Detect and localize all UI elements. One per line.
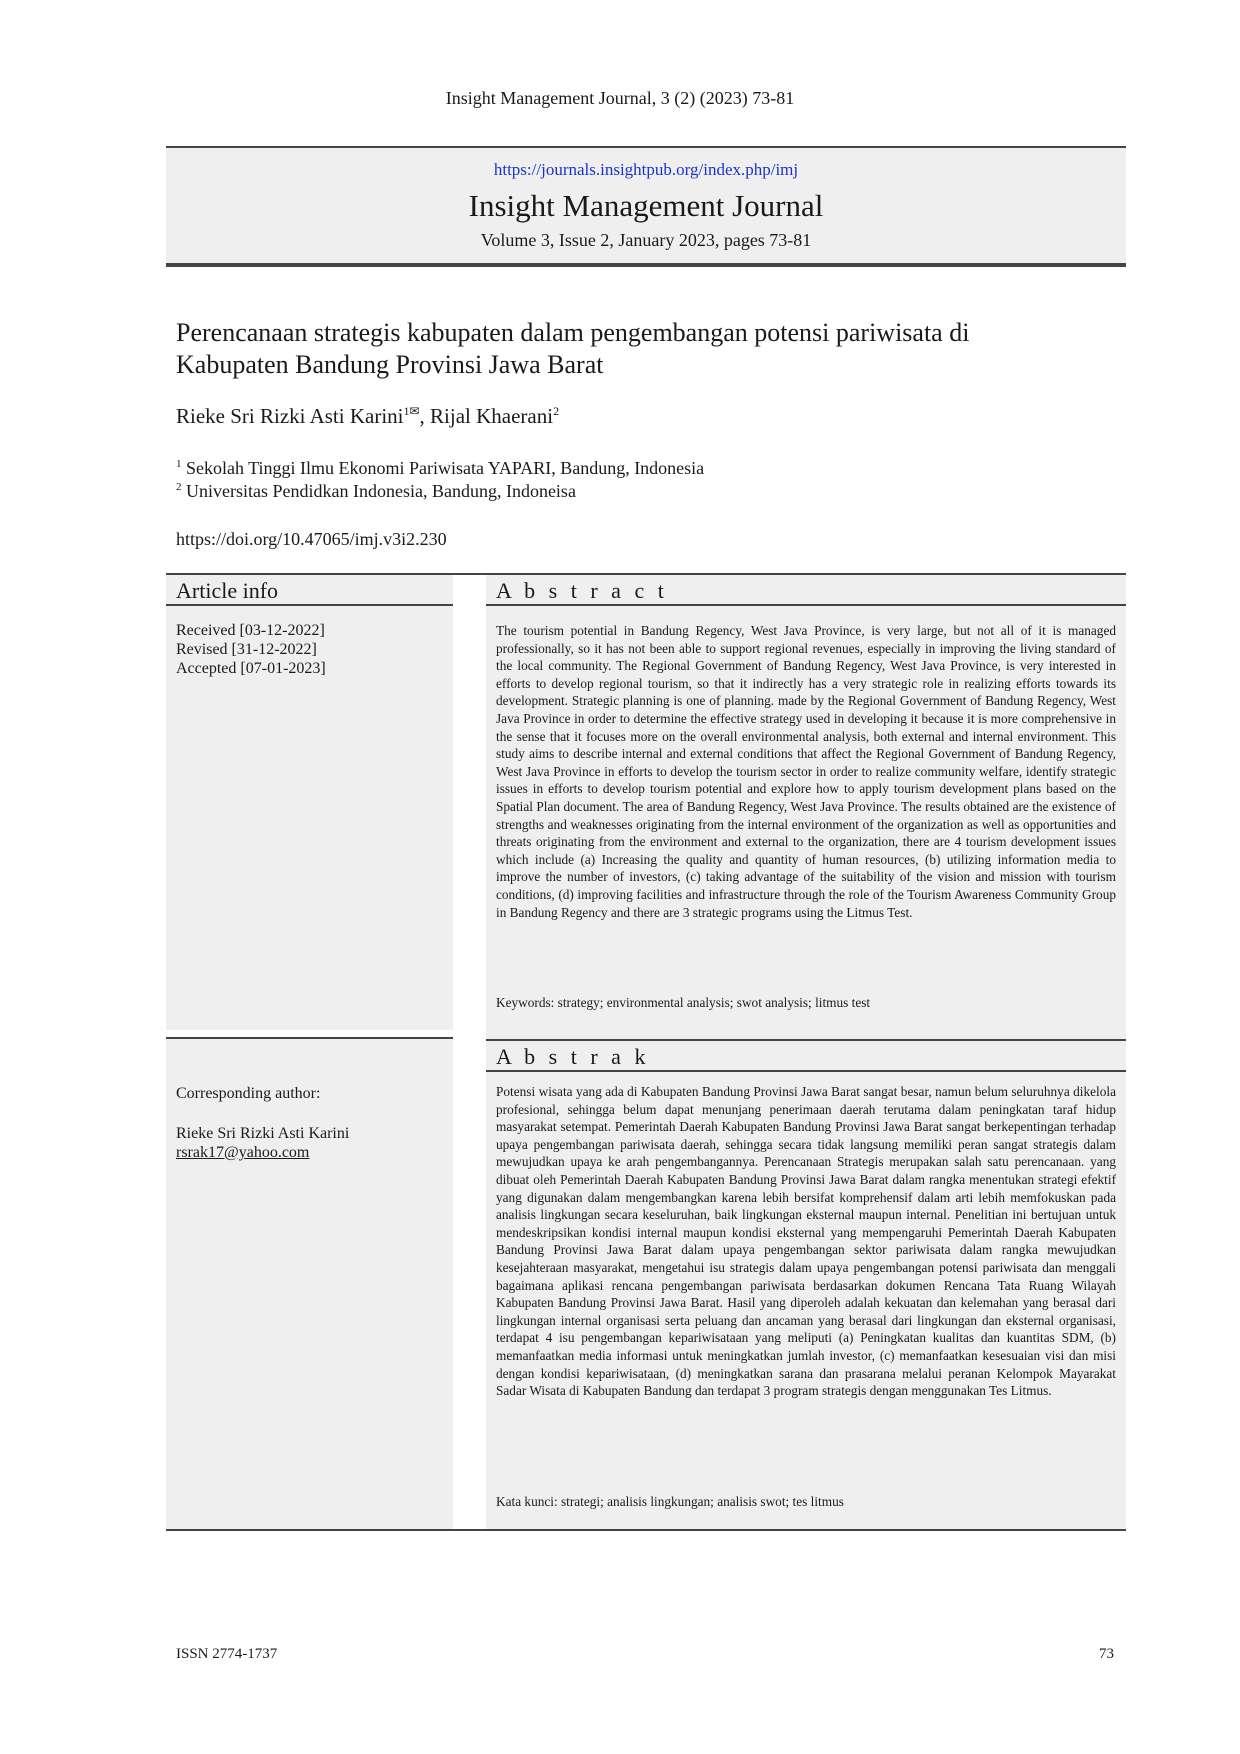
affiliation-1 [176,458,704,479]
author-1-affil-mark: 1 [403,404,410,418]
revised-date: Revised [31-12-2022] [176,641,317,658]
corresponding-author-email-link[interactable]: rsrak17@yahoo.com [176,1144,310,1161]
kata-kunci: Kata kunci: strategi; analisis lingkungan; analisis swot; tes litmus [496,1494,844,1509]
author-line [176,404,559,429]
article-info-heading: Article info [176,578,279,603]
author-2: Rijal Khaerani [430,404,554,428]
affiliation-2 [176,481,576,502]
corresponding-author-block [176,1124,349,1162]
article-dates [176,621,326,678]
abstrak-heading-rule [486,1070,1126,1072]
journal-volume-line: Volume 3, Issue 2, January 2023, pages 73-81 [480,230,812,250]
author-2-affil-mark: 2 [553,404,560,418]
abstrak-text: Potensi wisata yang ada di Kabupaten Bandung Provinsi Jawa Barat sangat besar, namun belum seluruhnya dikelola profesional, sehingga belum dapat menunjang penerimaan daerah terutama dalam peningkatan taraf hidup masyarakat setempat. Pemerintah Daerah Kabupaten Bandung Provinsi Jawa Barat sangat berkepentingan terhadap upaya pengembangan pariwisata daerah, sehingga secara tidak langsung memiliki peran sangat strategis dalam mewujudkan upaya ke arah pengembangannya. Perencanaan Strategis merupakan salah satu perencanaan. yang dibuat oleh Pemerintah Daerah Kabupaten Bandung Provinsi Jawa Barat dalam rangka menentukan strategi efektif yang digunakan dalam mengembangkan karena lebih bersifat komprehensif dalam arti lebih memfokuskan pada analisis lingkungan secara keseluruhan, baik lingkungan eksternal maupun internal. Penelitian ini bertujuan untuk mendeskripsikan kondisi internal maupun kondisi eksternal yang mempengaruhi Pemerintah Daerah Kabupaten Bandung Provinsi Jawa Barat dalam upaya pengembangan sektor pariwisata dalam rangka mewujudkan kesejahteraan masyarakat, mengetahui isu strategis dalam upaya pengembangan potensi pariwisata dan menggali bagaimana aplikasi rencana pengembangan pariwisata berdasarkan dokumen Rencana Tata Ruang Wilayah Kabupaten Bandung Provinsi Jawa Barat. Hasil yang diperoleh adalah kekuatan dan kelemahan yang berasal dari lingkungan internal organisasi serta peluang dan ancaman yang berasal dari lingkungan dan eksternal organisasi, terdapat 4 isu pengembangan kepariwisataan yang meliputi (a) Peningkatan kualitas dan kuantitas SDM, (b) memanfaatkan media informasi untuk meningkatkan jumlah investor, (c) memanfaatkan kesesuaian visi dan misi dengan kondisi kepariwisataan, (d) meningkatkan sarana dan prasarana melalui peranan Kelompok Mayarakat Sadar Wisata di Kabupaten Bandung dan terdapat 3 program strategis dengan menggunakan Tes Litmus. [496,1084,1116,1399]
affiliation-1-number: 1 [176,458,182,470]
footer-issn: ISSN 2774-1737 [176,1646,278,1662]
keywords: Keywords: strategy; environmental analysis; swot analysis; litmus test [496,995,871,1010]
affiliation-2-number: 2 [176,481,182,493]
corresponding-author-label: Corresponding author: [176,1085,321,1102]
footer-page-number: 73 [1099,1646,1114,1662]
affiliation-1-text: Sekolah Tinggi Ilmu Ekonomi Pariwisata YAPARI, Bandung, Indonesia [186,458,705,478]
abstract-heading: A b s t r a c t [496,578,668,603]
journal-name: Insight Management Journal [468,188,824,223]
abstrak-heading: A b s t r a k [496,1044,650,1069]
corresponding-author-name: Rieke Sri Rizki Asti Karini [176,1125,350,1142]
journal-header-box [166,146,1126,267]
affiliation-2-text: Universitas Pendidkan Indonesia, Bandung, Indoneisa [186,481,576,501]
article-info-heading-rule [166,604,453,606]
abstrak-top-rule [486,1039,1126,1041]
journal-url-link[interactable]: https://journals.insightpub.org/index.php/imj [493,160,799,179]
author-separator: , [419,404,431,428]
info-bottom-rule [166,1529,1126,1531]
accepted-date: Accepted [07-01-2023] [176,660,326,677]
abstract-text: The tourism potential in Bandung Regency, West Java Province, is very large, but not all of it is managed professionally, so it has not been able to support regional revenues, especially in improving the living standard of the local community. The Regional Government of Bandung Regency, West Java Province, is very interested in efforts to develop regional tourism, so that it indirectly has a very strategic role in realizing efforts towards its development. Strategic planning is one of planning. made by the Regional Government of Bandung Regency, West Java Province in order to determine the effective strategy used in developing it because it is more comprehensive in the sense that it focuses more on the overall environmental analysis, both external and internal environment. This study aims to describe internal and external conditions that affect the Regional Government of Bandung Regency, West Java Province in efforts to develop the tourism sector in order to realize community welfare, identify strategic issues in efforts to develop tourism potential and explore how to apply tourism development plans based on the Spatial Plan document. The area of Bandung Regency, West Java Province. The results obtained are the existence of strengths and weaknesses originating from the internal environment of the organization as well as opportunities and threats originating from the environment and external to the organization, there are 4 tourism development issues which include (a) Increasing the quality and quantity of human resources, (b) utilizing information media to improve the number of investors, (c) taking advantage of the suitability of the vision and mission with tourism conditions, (d) improving facilities and infrastructure through the role of the Tourism Awareness Community Group in Bandung Regency and there are 3 strategic programs using the Litmus Test. [496,623,1116,920]
abstract-heading-rule [486,604,1126,606]
corresponding-body-bg [166,1039,453,1529]
author-1: Rieke Sri Rizki Asti Karini [176,404,404,428]
envelope-icon: ✉ [409,404,420,418]
doi-link[interactable]: https://doi.org/10.47065/imj.v3i2.230 [176,529,447,549]
corresponding-top-rule [166,1037,453,1039]
received-date: Received [03-12-2022] [176,622,325,639]
running-head: Insight Management Journal, 3 (2) (2023) 73-81 [445,88,795,108]
article-title: Perencanaan strategis kabupaten dalam pengembangan potensi pariwisata di Kabupaten Bandung Provinsi Jawa Barat [176,318,970,379]
